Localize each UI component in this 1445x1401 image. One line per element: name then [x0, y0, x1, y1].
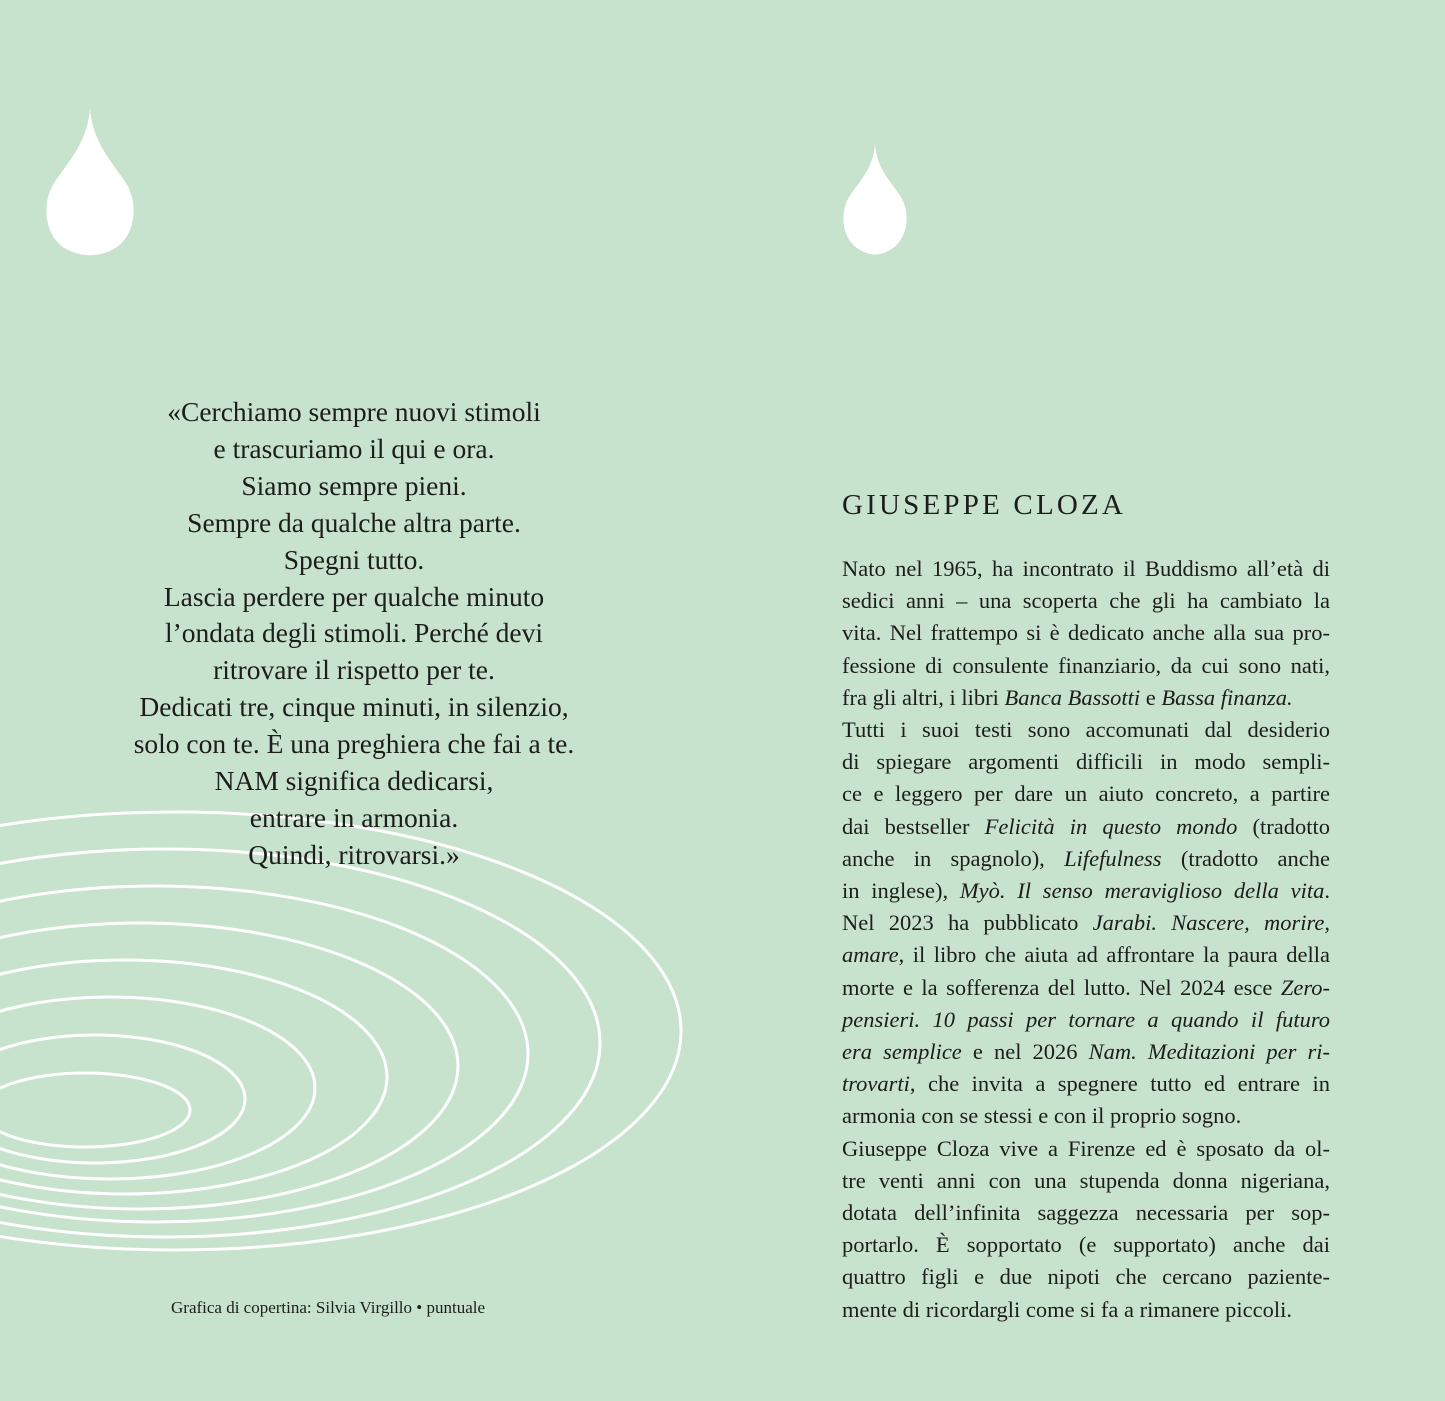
author-name-heading: GIUSEPPE CLOZA [842, 489, 1127, 521]
bio-text: e [1140, 684, 1162, 710]
bio-text: (tradotto anche [1161, 845, 1331, 871]
quote-line: e trascuriamo il qui e ora. [213, 432, 495, 464]
bio-text: morte e la sofferenza del lutto. Nel 2024 esce [842, 974, 1281, 1000]
bio-line [842, 650, 1330, 682]
bio-text: sedici anni – una scoperta che gli ha cambiato la [842, 588, 1330, 614]
cover-design-credit: Grafica di copertina: Silvia Virgillo • puntuale [171, 1298, 486, 1317]
book-title: Lifefulness [1064, 845, 1162, 871]
quote-line: solo con te. È una preghiera che fai a te. [133, 728, 575, 760]
water-drop-icon [46, 108, 133, 255]
book-title: Myò. Il senso meraviglioso della vita [959, 878, 1325, 904]
bio-line [842, 939, 1330, 971]
book-title: Banca Bassotti [1004, 684, 1141, 710]
bio-text: tre venti anni con una stupenda donna nigeriana, [842, 1167, 1330, 1193]
book-title: pensieri. 10 passi per tornare a quando il futuro [842, 1006, 1330, 1032]
book-title: Jarabi. Nascere, morire, [1092, 910, 1330, 936]
bio-line [842, 1165, 1330, 1197]
bio-line [842, 553, 1330, 585]
bio-line [842, 682, 1330, 714]
bio-text: (tradotto [1237, 813, 1330, 839]
author-biography [842, 553, 1330, 1326]
bio-line [842, 778, 1330, 810]
bio-line [842, 843, 1330, 875]
bio-text: dotata dell’infinita saggezza necessaria per sop- [842, 1200, 1330, 1226]
quote-line: Quindi, ritrovarsi.» [248, 838, 460, 870]
bio-line [842, 907, 1330, 939]
quote-line: entrare in armonia. [249, 801, 459, 833]
book-title: trovarti [842, 1071, 910, 1097]
bio-line [842, 875, 1330, 907]
back-cover-quote [90, 394, 618, 874]
quote-line: l’ondata degli stimoli. Perché devi [164, 617, 544, 649]
bio-line [842, 617, 1330, 649]
bio-line [842, 811, 1330, 843]
book-title: Nam. Meditazioni per ri- [1088, 1039, 1330, 1065]
bio-text: di spiegare argomenti difficili in modo sempli- [842, 749, 1330, 775]
bio-line [842, 746, 1330, 778]
bio-line [842, 1133, 1330, 1165]
bio-line [842, 714, 1330, 746]
quote-line: Lascia perdere per qualche minuto [163, 580, 545, 612]
quote-line: NAM significa dedicarsi, [214, 765, 494, 797]
bio-line [842, 1004, 1330, 1036]
bio-line [842, 972, 1330, 1004]
bio-text: quattro figli e due nipoti che cercano paziente- [842, 1264, 1330, 1290]
bio-text: , il libro che aiuta ad affrontare la paura della [898, 942, 1330, 968]
bio-line [842, 585, 1330, 617]
bio-text: armonia con se stessi e con il proprio sogno. [842, 1103, 1242, 1129]
quote-line: Spegni tutto. [283, 543, 425, 575]
quote-line: Siamo sempre pieni. [241, 469, 467, 501]
book-title: Zero- [1280, 974, 1330, 1000]
quote-line: ritrovare il rispetto per te. [213, 654, 495, 686]
bio-text: Nel 2023 ha pubblicato [842, 910, 1093, 936]
bio-line [842, 1294, 1330, 1326]
water-drop-icon [843, 143, 906, 255]
bio-text: portarlo. È sopportato (e supportato) anche dai [842, 1232, 1330, 1258]
quote-line: Dedicati tre, cinque minuti, in silenzio, [139, 691, 569, 723]
bio-text: ce e leggero per dare un aiuto concreto, a partire [842, 781, 1330, 807]
bio-text: Giuseppe Cloza vive a Firenze ed è sposato da ol- [842, 1135, 1330, 1161]
bio-text: dai bestseller [842, 813, 985, 839]
bio-line [842, 1100, 1330, 1132]
bio-text: anche in spagnolo), [842, 845, 1065, 871]
bio-line [842, 1229, 1330, 1261]
book-title: era semplice [842, 1039, 962, 1065]
bio-text: e nel 2026 [961, 1039, 1089, 1065]
bio-line [842, 1068, 1330, 1100]
book-title: amare [842, 942, 899, 968]
bio-text: fessione di consulente finanziario, da cui sono nati, [842, 652, 1330, 678]
book-title: Bassa finanza. [1161, 684, 1293, 710]
bio-text: vita. Nel frattempo si è dedicato anche alla sua pro- [842, 620, 1330, 646]
book-title: Felicità in questo mondo [984, 813, 1238, 839]
bio-text: . [1324, 878, 1330, 904]
bio-text: Tutti i suoi testi sono accomunati dal desiderio [842, 717, 1330, 743]
bio-line [842, 1036, 1330, 1068]
bio-line [842, 1197, 1330, 1229]
bio-line [842, 1261, 1330, 1293]
bio-text: mente di ricordargli come si fa a rimanere piccoli. [842, 1296, 1293, 1322]
quote-line: Sempre da qualche altra parte. [187, 506, 521, 538]
bio-text: in inglese), [842, 878, 960, 904]
bio-text: Nato nel 1965, ha incontrato il Buddismo all’età di [842, 556, 1330, 581]
bio-text: , che invita a spegnere tutto ed entrare in [909, 1071, 1330, 1097]
quote-line: «Cerchiamo sempre nuovi stimoli [167, 396, 541, 427]
bio-text: fra gli altri, i libri [842, 684, 1005, 710]
ripple-rings [0, 812, 681, 1250]
